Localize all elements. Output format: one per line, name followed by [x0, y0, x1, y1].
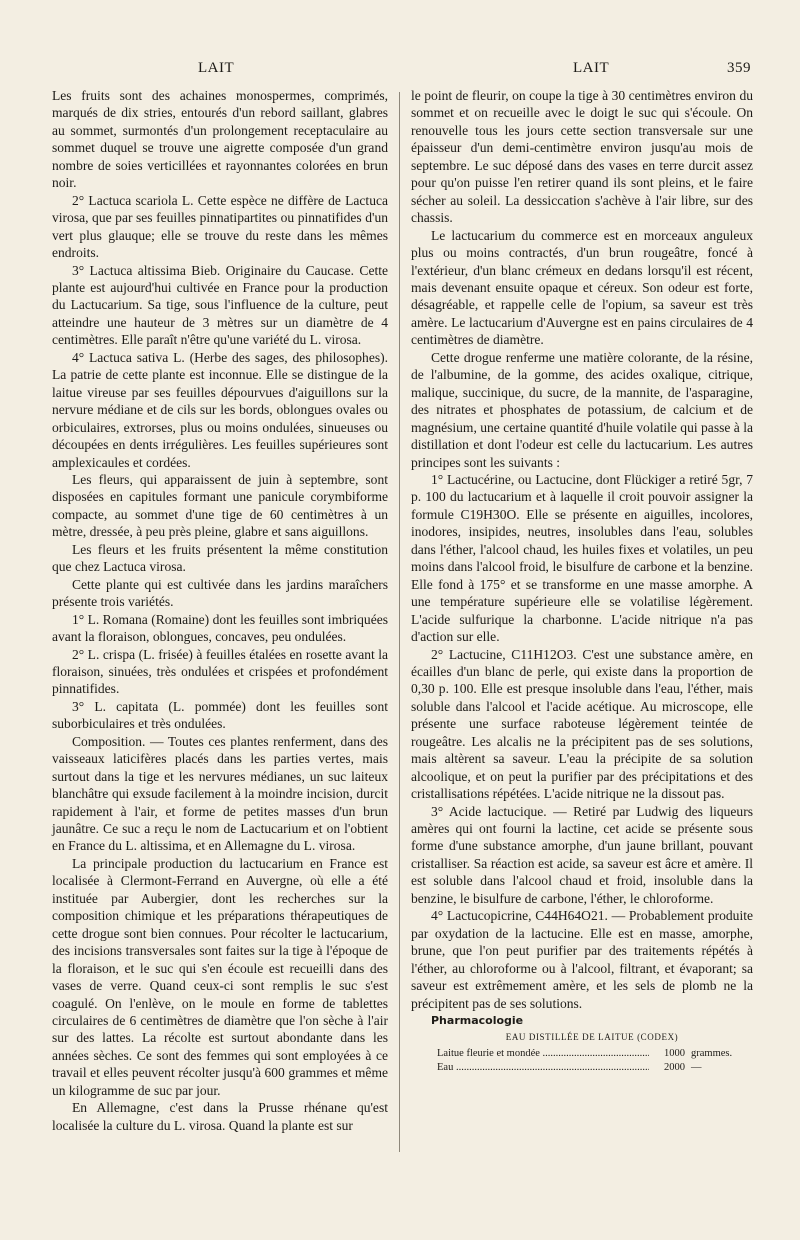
left-column [52, 87, 388, 1134]
paragraph: 3° L. capitata (L. pommée) dont les feuilles sont suborbiculaires et très ondulées. [52, 698, 388, 732]
paragraph: 3° Acide lactucique. — Retiré par Ludwig des liqueurs amères qui ont fourni la lactine, cet acide se présente sous forme d'une substance amorphe, d'un jaune brillant, pouvant cristalliser. Sa réaction est acide, sa saveur est âcre et amère. Il est soluble dans l'alcool chaud et froid, insoluble dans la benzine, le bisulfure de carbone, l'éther, le chloroforme. [411, 803, 753, 906]
paragraph: Les fruits sont des achaines monospermes, comprimés, marqués de dix stries, entourés d'un rebord saillant, glabres au sommet, surmontés d'un prolongement receptaculaire au sommet duquel se trouve une aigrette composée d'un grand nombre de soies verticillées et rayonnantes colorées en brun noir. [52, 88, 388, 191]
paragraph: 2° L. crispa (L. frisée) à feuilles étalées en rosette avant la floraison, sinuées, très ondulées et crispées et profondément pinnatifides. [52, 646, 388, 697]
section-heading: Pharmacologie [431, 1014, 524, 1028]
running-header-right: LAIT [573, 60, 610, 76]
recipe-item: Laitue fleurie et mondée ..... [437, 1047, 649, 1061]
right-column [411, 87, 753, 1075]
paragraph: Les fleurs et les fruits présentent la même constitution que chez Lactuca virosa. [52, 541, 388, 575]
paragraph: Cette drogue renferme une matière colorante, de la résine, de l'albumine, de la gomme, des acides oxalique, citrique, malique, succinique, du sucre, de la mannite, de l'asparagine, des nitrates et phosphates de potassium, de calcium et de magnésium, une certaine quantité d'huile volatile qui passe à la distillation et dont l'odeur est celle du lactucarium. Les autres principes sont les suivants : [411, 349, 753, 470]
paragraph: 4° Lactuca sativa L. (Herbe des sages, des philosophes). La patrie de cette plante est inconnue. Elle se distingue de la laitue vireuse par ses feuilles dépourvues d'aiguillons sur la nervure médiane et de cils sur les bords, oblongues ovales ou orbiculaires, extrorses, plus ou moins ondulées, sinueuses ou découpées en dents irrégulières. Les feuilles supérieures sont amplexicaules et cordées. [52, 349, 388, 470]
paragraph: 4° Lactucopicrine, C44H64O21. — Probablement produite par oxydation de la lactucine. Elle est en masse, amorphe, brune, que l'on peut purifier par des traitements répétés à l'éther, au chloroforme ou à l'alcool, filtrant, et évaporant; sa saveur est extrêmement amère, et les sels de plomb ne la précipitent pas de ses solutions. [411, 908, 753, 1011]
paragraph: 2° Lactuca scariola L. Cette espèce ne diffère de Lactuca virosa, que par ses feuilles pinnatipartites ou pinnatifides d'un vert plus glauque; elle se trouve du reste dans les mêmes endroits. [52, 192, 388, 261]
recipe-item: Eau ..... [437, 1061, 649, 1075]
paragraph: Cette plante qui est cultivée dans les jardins maraîchers présente trois variétés. [52, 576, 388, 610]
recipe-title: EAU DISTILLÉE DE LAITUE (CODEX) [505, 1032, 679, 1043]
recipe-unit: — [691, 1061, 702, 1073]
recipe-row [437, 1047, 753, 1061]
paragraph: 3° Lactuca altissima Bieb. Originaire du Caucase. Cette plante est aujourd'hui cultivée en France pour la production du Lactucarium. Sa tige, sous l'influence de la culture, peut atteindre une hauteur de 3 mètres sur un diamètre de 4 centimètres. Elle paraît n'être qu'une variété du L. virosa. [52, 262, 388, 348]
recipe-quantity: 1000 [664, 1047, 685, 1059]
paragraph: 1° Lactucérine, ou Lactucine, dont Flückiger a retiré 5gr, 7 p. 100 du lactucarium et à laquelle il croit pouvoir assigner la formule C19H30O. Elle se présente en aiguilles, incolores, inodores, insipides, neutres, insolubles dans l'eau, solubles dans l'éther, l'alcool chaud, les huiles fixes et volatiles, un peu moins dans l'alcool froid, le bisulfure de carbone et la benzine. Elle fond à 175° et se transforme en une masse amorphe. A une température supérieure elle se volatilise légèrement. L'acide sulfurique la charbonne. L'acide nitrique n'a pas d'action sur elle. [411, 471, 753, 645]
paragraph: Composition. — Toutes ces plantes renferment, dans des vaisseaux laticifères placés dans les parties vertes, mais surtout dans la tige et les nervures médianes, un suc laiteux blanchâtre qui exsude facilement à la moindre incision, durcit rapidement à l'air, et forme de petites masses d'un brun jaunâtre. Ce suc a reçu le nom de Lactucarium et on l'obtient en France du L. altissima, et en Allemagne du L. virosa. [52, 733, 388, 854]
paragraph: 2° Lactucine, C11H12O3. C'est une substance amère, en écailles d'un blanc de perle, qui existe dans la proportion de 0,30 p. 100. Elle est presque insoluble dans l'eau, l'éther, mais soluble dans l'alcool et l'acide acétique. Au microscope, elle présente une surface raboteuse légèrement teintée de rougeâtre. Les alcalis ne la précipitent pas de ses solutions, mais altèrent sa saveur. L'eau la précipite de sa solution alcoolique, et on peut la purifier par des précipitations et des cristallisations répétées. L'acide nitrique ne la dissout pas. [411, 646, 753, 802]
paragraph: 1° L. Romana (Romaine) dont les feuilles sont imbriquées avant la floraison, oblongues, concaves, peu ondulées. [52, 611, 388, 645]
paragraph: La principale production du lactucarium en France est localisée à Clermont-Ferrand en Auvergne, où elle a été instituée par Aubergier, dont les recherches sur la composition chimique et les préparations thérapeutiques de cette drogue sont bien connues. Pour récolter le lactucarium, des incisions transversales sont faites sur la tige à l'époque de la floraison, et le suc qui s'en écoule est recueilli dans des vases de verre. Quand ceux-ci sont remplis le suc s'est coagulé. On l'enlève, on le moule en forme de tablettes circulaires de 6 centimètres de diamètre que l'on sèche à l'air sur des lattes. La récolte est surtout abondante dans les années sèches. Ce sont des femmes qui sont employées à ce travail et elles peuvent récolter jusqu'à 600 grammes et même un kilogramme de suc par jour. [52, 855, 388, 1098]
running-header-left: LAIT [198, 60, 235, 76]
recipe-unit: grammes. [691, 1047, 733, 1059]
paragraph: le point de fleurir, on coupe la tige à 30 centimètres environ du sommet et on recueille avec le doigt le suc qui s'écoule. On renouvelle tous les jours cette section transversale sur une épaisseur d'un demi-centimètre environ jusqu'au mois de septembre. Le suc déposé dans des vases en terre durcit assez pour qu'on puisse l'en retirer quand ils sont pleins, et le faire sécher au soleil. La dessiccation s'achève à l'air libre, sur des chassis. [411, 88, 753, 226]
paragraph: Les fleurs, qui apparaissent de juin à septembre, sont disposées en capitules formant une panicule corymbiforme compacte, au sommet d'une tige de 60 centimètres à un mètre, dressée, à peu près pleine, glabre et sans aiguillons. [52, 471, 388, 540]
paragraph: En Allemagne, c'est dans la Prusse rhénane qu'est localisée la culture du L. virosa. Quand la plante est sur [52, 1100, 388, 1133]
recipe-row [437, 1061, 753, 1075]
column-divider [399, 92, 400, 1152]
paragraph: Le lactucarium du commerce est en morceaux anguleux plus ou moins contractés, d'un brun rougeâtre, foncé à l'extérieur, d'un blanc crémeux en dedans lorsqu'il est récent, mais devenant ensuite opaque et céreux. Son odeur est forte, désagréable, et rappelle celle de l'opium, sa saveur est très amère. Le lactucarium d'Auvergne est en pains circulaires de 4 centimètres de diamètre. [411, 227, 753, 348]
page-number: 359 [727, 60, 751, 76]
recipe-quantity: 2000 [664, 1061, 685, 1073]
